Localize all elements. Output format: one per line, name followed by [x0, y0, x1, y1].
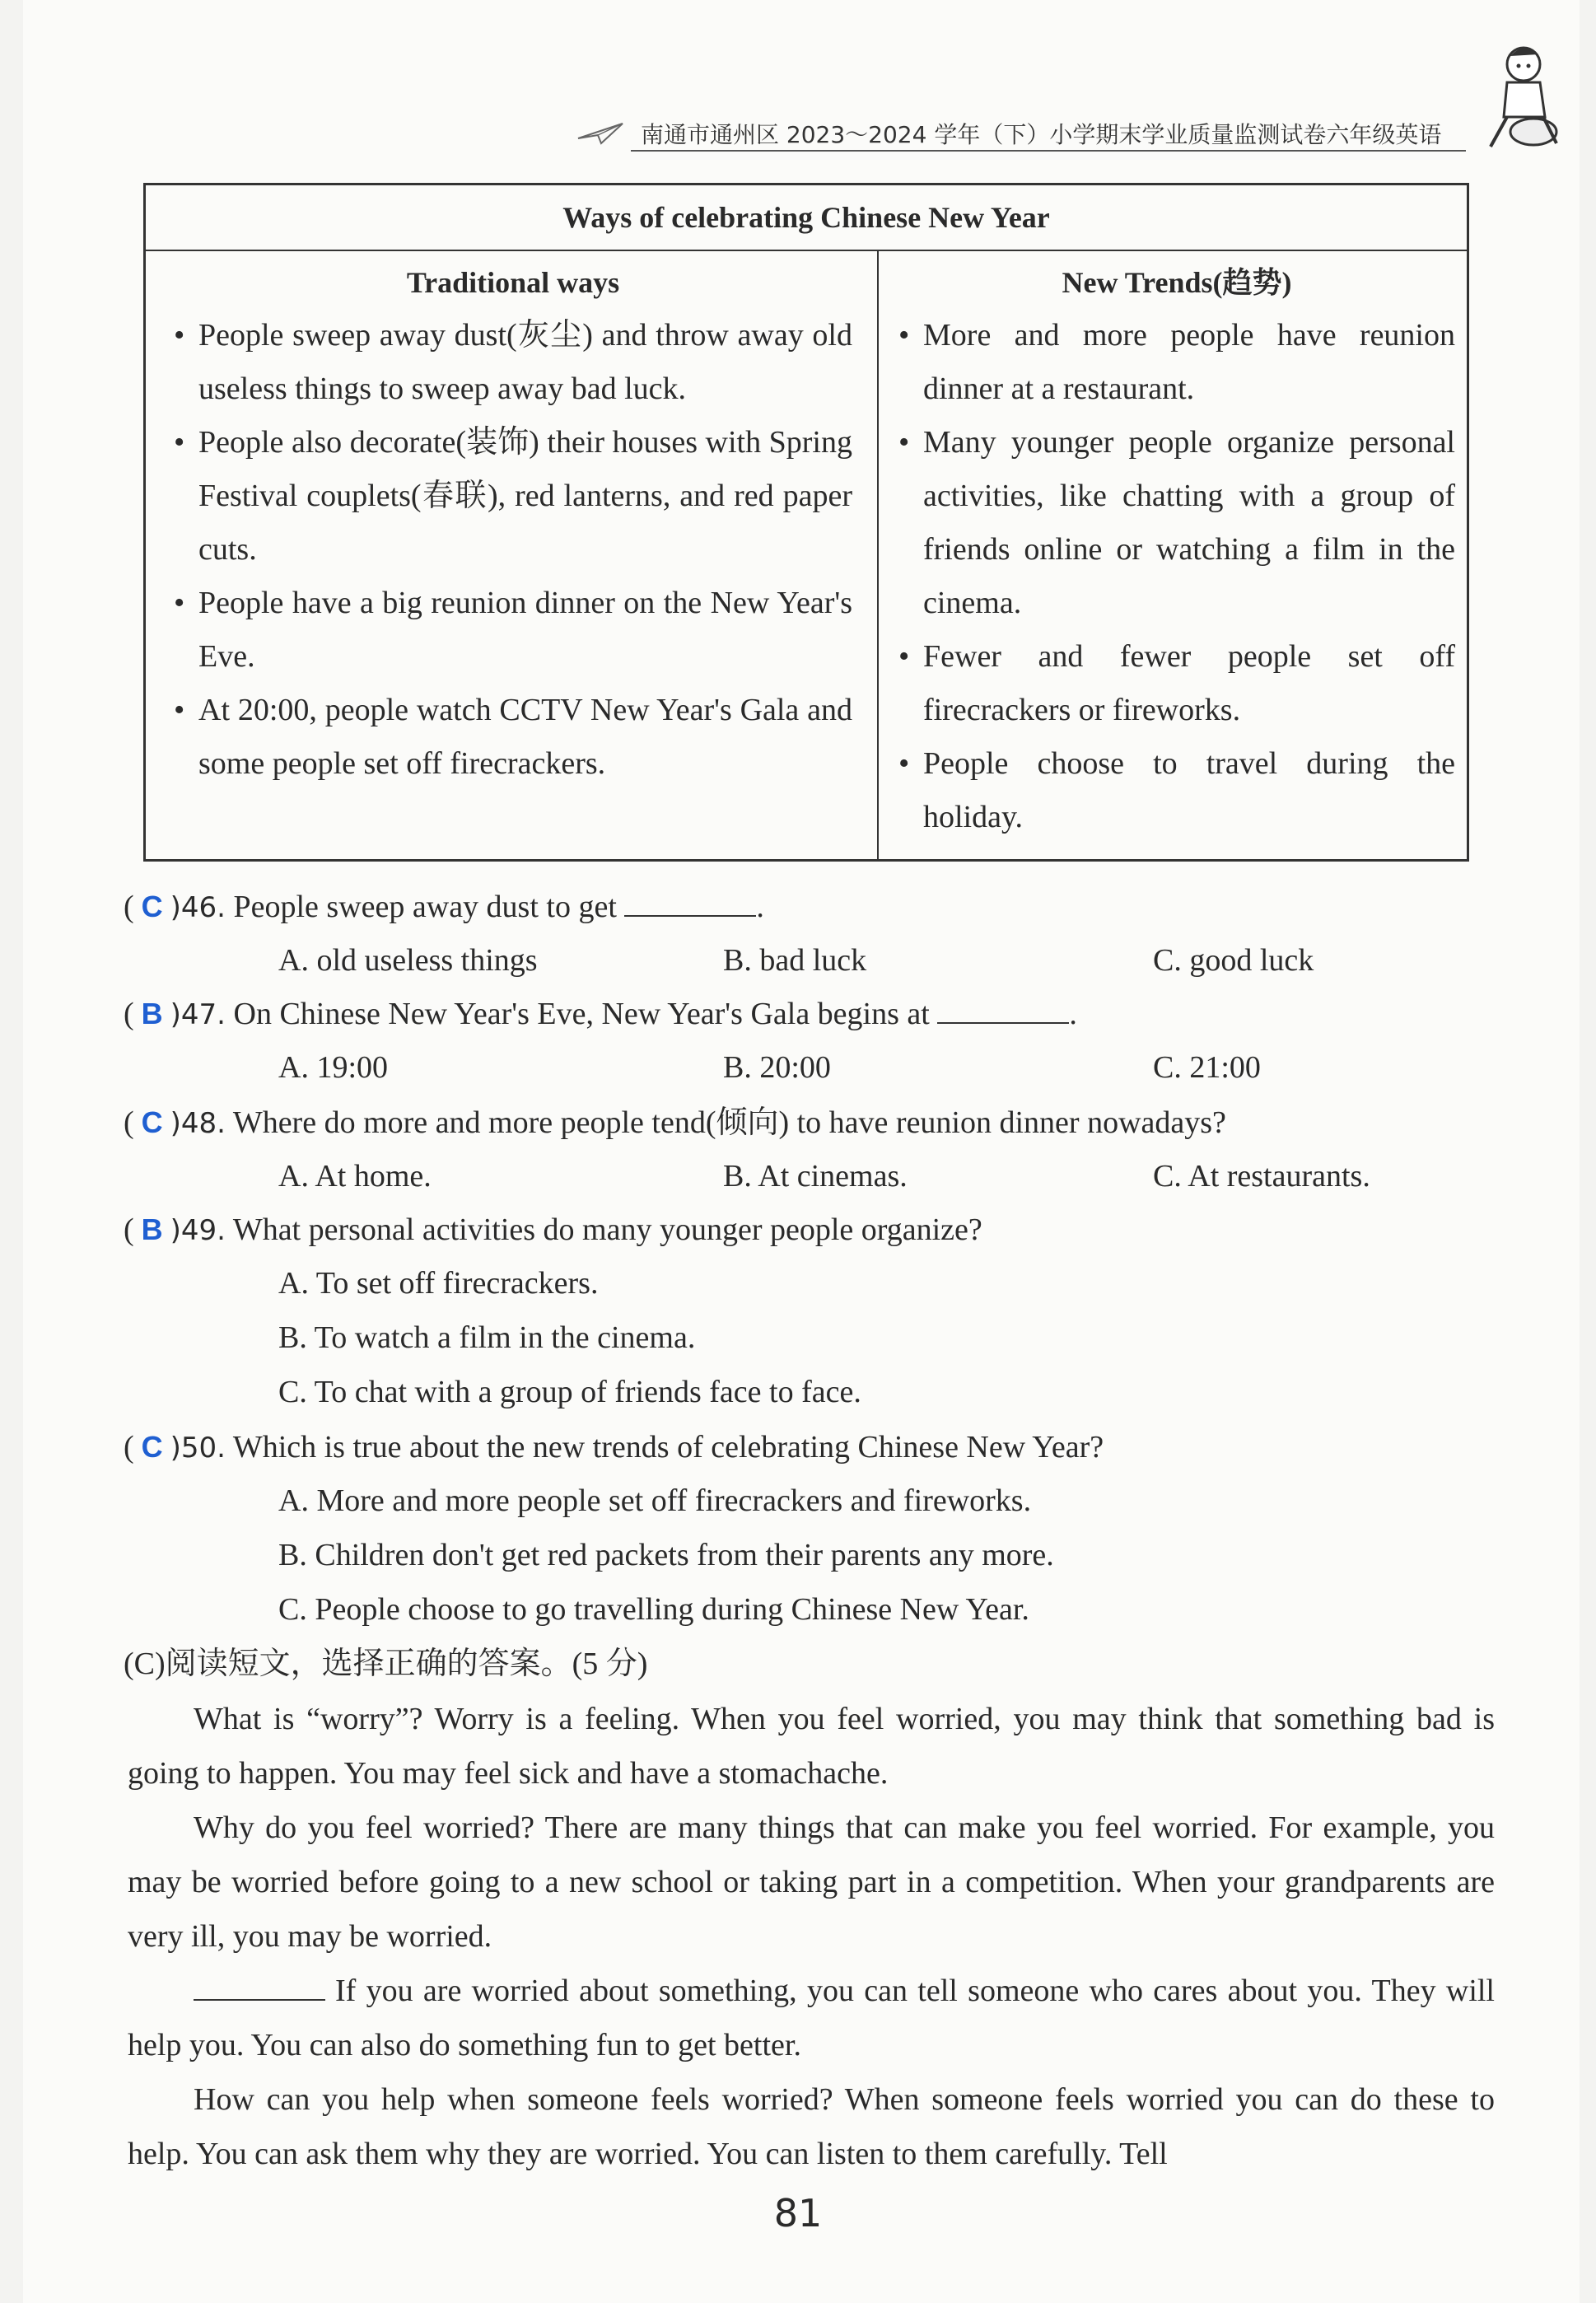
- option-c: C. 21:00: [1153, 1050, 1261, 1085]
- list-item: • People sweep away dust(灰尘) and throw away old useless things to sweep away bad luck.: [174, 309, 852, 416]
- passage-paragraph: What is “worry”? Worry is a feeling. When you feel worried, you may think that something bad is going to happen. You may feel sick and have a stomachache.: [128, 1702, 1495, 1791]
- new-trends-column: [898, 251, 1455, 844]
- question-46: ( C )46. People sweep away dust to get .: [124, 880, 764, 935]
- header-rule: [631, 150, 1466, 152]
- answer-blank: [194, 1971, 325, 2001]
- page-header: [576, 115, 1466, 152]
- paper-plane-icon: [576, 120, 626, 145]
- new-trends-heading: New Trends(趋势): [1062, 266, 1292, 299]
- option-b: B. Children don't get red packets from their parents any more.: [278, 1538, 1054, 1572]
- celebration-table: [143, 183, 1469, 862]
- table-divider: [877, 250, 879, 859]
- header-title: 南通市通州区 2023～2024 学年（下）小学期末学业质量监测试卷六年级英语: [641, 121, 1442, 148]
- traditional-column: [174, 251, 852, 791]
- question-50: ( C )50. Which is true about the new trends of celebrating Chinese New Year?: [124, 1420, 1104, 1475]
- option-a: A. To set off firecrackers.: [278, 1266, 599, 1301]
- page-number: 81: [773, 2191, 823, 2235]
- list-item: • People also decorate(装饰) their houses with Spring Festival couplets(春联), red lanterns, and red paper cuts.: [174, 416, 852, 577]
- option-a: A. More and more people set off firecrackers and fireworks.: [278, 1483, 1032, 1518]
- option-b: B. To watch a film in the cinema.: [278, 1320, 696, 1355]
- answer-mark: C: [141, 890, 163, 923]
- passage-paragraph: If you are worried about something, you can tell someone who cares about you. They will help you. You can also do something fun to get better.: [128, 1964, 1495, 2072]
- option-b: B. 20:00: [723, 1050, 831, 1085]
- list-item: • People have a big reunion dinner on the New Year's Eve.: [174, 577, 852, 684]
- answer-mark: C: [141, 1430, 163, 1464]
- table-title: Ways of celebrating Chinese New Year: [562, 201, 1050, 234]
- answer-mark: B: [141, 1212, 163, 1246]
- answer-blank: [937, 996, 1069, 1024]
- option-a: A. 19:00: [278, 1050, 388, 1085]
- answer-blank: [624, 889, 756, 917]
- question-49: ( B )49. What personal activities do many younger people organize?: [124, 1203, 982, 1258]
- cartoon-boy-icon: [1474, 41, 1565, 156]
- passage-paragraph: How can you help when someone feels worried? When someone feels worried you can do these to help. You can ask them why they are worried. You can listen to them carefully. Tell: [128, 2082, 1495, 2171]
- option-a: A. old useless things: [278, 943, 538, 978]
- section-c-instruction: (C)阅读短文，选择正确的答案。(5 分): [124, 1647, 648, 1681]
- traditional-heading: Traditional ways: [406, 266, 620, 299]
- question-47: ( B )47. On Chinese New Year's Eve, New Year's Gala begins at .: [124, 987, 1077, 1042]
- answer-mark: C: [141, 1105, 163, 1139]
- option-b: B. At cinemas.: [723, 1159, 908, 1194]
- list-item: • Fewer and fewer people set off firecrackers or fireworks.: [898, 630, 1455, 737]
- option-c: C. People choose to go travelling during Chinese New Year.: [278, 1592, 1029, 1627]
- table-title-row: [146, 185, 1467, 251]
- option-c: C. At restaurants.: [1153, 1159, 1370, 1194]
- list-item: • Many younger people organize personal activities, like chatting with a group of friends online or watching a film in the cinema.: [898, 416, 1455, 630]
- list-item: • People choose to travel during the holiday.: [898, 737, 1455, 844]
- question-48: ( C )48. Where do more and more people tend(倾向) to have reunion dinner nowadays?: [124, 1095, 1226, 1151]
- list-item: • More and more people have reunion dinner at a restaurant.: [898, 309, 1455, 416]
- answer-mark: B: [141, 997, 163, 1030]
- option-c: C. good luck: [1153, 943, 1314, 978]
- option-c: C. To chat with a group of friends face to face.: [278, 1375, 861, 1409]
- passage-paragraph: Why do you feel worried? There are many things that can make you feel worried. For example, you may be worried before going to a new school or taking part in a competition. When your grandparents are very ill, you may be worried.: [128, 1810, 1495, 1954]
- list-item: • At 20:00, people watch CCTV New Year's Gala and some people set off firecrackers.: [174, 684, 852, 791]
- option-a: A. At home.: [278, 1159, 432, 1194]
- option-b: B. bad luck: [723, 943, 867, 978]
